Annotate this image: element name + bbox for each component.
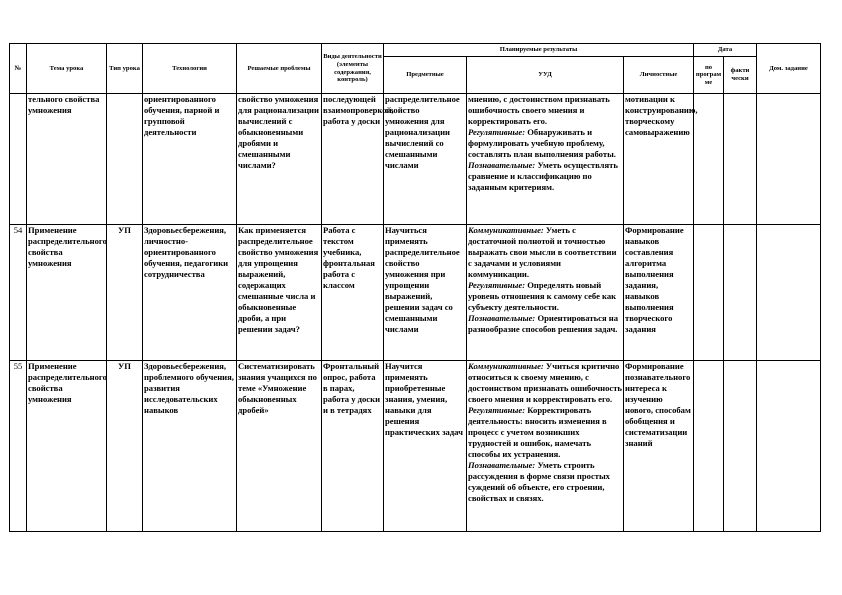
header-num: № [10, 44, 27, 94]
uud-text: Корректировать деятельность: вносить изменения в процесс с учетом возникших трудностей и ошибок, намечать способы их устранения. [468, 405, 607, 459]
cell-problems: Как применяется распределительное свойство умножения для упрощения выражений, содержащих смешанные числа и обыкновенные дроби, а при решении задач? [237, 225, 322, 361]
header-activity: Виды деятельности (элементы содержания, контроль) [322, 44, 384, 94]
uud-paragraph [468, 225, 622, 280]
uud-paragraph [468, 405, 622, 460]
header-date-fact: факти чески [724, 57, 757, 94]
cell-date-plan [694, 94, 724, 225]
uud-text: Ориентироваться на разнообразие способов решения задач. [468, 313, 619, 334]
cell-uud [467, 361, 624, 532]
cell-personal-results: мотивации к конструированию, творческому самовыражению [624, 94, 694, 225]
header-planned-results: Планируемые результаты [384, 44, 694, 57]
uud-label: Коммуникативные: [468, 225, 544, 235]
cell-num: 55 [10, 361, 27, 532]
uud-text: Учиться критично относиться к своему мнению, с достоинством признавать ошибочность своего мнения и корректировать его. [468, 361, 622, 404]
uud-text: Обнаруживать и формулировать учебную проблему, составлять план выполнения работы. [468, 127, 616, 159]
cell-topic: тельного свойства умножения [27, 94, 107, 225]
cell-technologies: ориентированного обучения, парной и групповой деятельности [143, 94, 237, 225]
cell-homework [757, 361, 821, 532]
header-type: Тип урока [107, 44, 143, 94]
uud-label: Познавательные: [468, 160, 536, 170]
cell-date-fact [724, 94, 757, 225]
uud-text: Уметь строить рассуждения в форме связи простых суждений об объекте, его строении, свойствах и связях. [468, 460, 610, 503]
uud-text: Уметь с достаточной полнотой и точностью выражать свои мысли в соответствии с задачами и условиями коммуникации. [468, 225, 617, 279]
header-uud: УУД [467, 57, 624, 94]
uud-paragraph [468, 160, 622, 193]
header-homework: Дом. задание [757, 44, 821, 94]
cell-date-fact [724, 225, 757, 361]
uud-paragraph [468, 361, 622, 405]
cell-problems: Систематизировать знания учащихся по теме «Умножение обыкновенных дробей» [237, 361, 322, 532]
cell-problems: свойство умножения для рационализации вычислений с обыкновенными дробями и смешанными числами? [237, 94, 322, 225]
uud-paragraph [468, 94, 622, 127]
uud-paragraph [468, 280, 622, 313]
cell-subject-results: Научится применять приобретенные знания, умения, навыки для решения практических задач [384, 361, 467, 532]
uud-label: Регулятивные: [468, 405, 526, 415]
cell-type: УП [107, 361, 143, 532]
cell-homework [757, 94, 821, 225]
cell-subject-results: распределительное свойство умножения для рационализации вычислений со смешанными числами [384, 94, 467, 225]
uud-text: мнению, с достоинством признавать ошибочность своего мнения и корректировать его. [468, 94, 610, 126]
cell-technologies: Здоровьесбережения, проблемного обучения, развития исследовательских навыков [143, 361, 237, 532]
uud-label: Регулятивные: [468, 280, 526, 290]
uud-text: Уметь осуществлять сравнение и классификацию по заданным критериям. [468, 160, 618, 192]
uud-paragraph [468, 460, 622, 504]
header-date: Дата [694, 44, 757, 57]
cell-uud [467, 94, 624, 225]
header-date-plan: по програм ме [694, 57, 724, 94]
header-technologies: Технологии [143, 44, 237, 94]
cell-personal-results: Формирование навыков составления алгоритма выполнения задания, навыков выполнения творческого задания [624, 225, 694, 361]
cell-type [107, 94, 143, 225]
lesson-plan-table [9, 43, 821, 532]
cell-type: УП [107, 225, 143, 361]
cell-date-fact [724, 361, 757, 532]
cell-homework [757, 225, 821, 361]
cell-activity: Работа с текстом учебника, фронтальная работа с классом [322, 225, 384, 361]
cell-num: 54 [10, 225, 27, 361]
table-row [10, 361, 821, 532]
cell-activity: Фронтальный опрос, работа в парах, работа у доски и в тетрадях [322, 361, 384, 532]
uud-label: Познавательные: [468, 460, 536, 470]
table-row [10, 225, 821, 361]
uud-paragraph [468, 313, 622, 335]
uud-label: Регулятивные: [468, 127, 526, 137]
uud-label: Коммуникативные: [468, 361, 544, 371]
cell-num [10, 94, 27, 225]
uud-paragraph [468, 127, 622, 160]
header-personal-results: Личностные [624, 57, 694, 94]
header-topic: Тема урока [27, 44, 107, 94]
cell-uud [467, 225, 624, 361]
uud-text: Определять новый уровень отношения к самому себе как субъекту деятельности. [468, 280, 617, 312]
cell-personal-results: Формирование познавательного интереса к изучению нового, способам обобщения и систематизации знаний [624, 361, 694, 532]
cell-activity: последующей взаимопроверкой, работа у доски [322, 94, 384, 225]
cell-topic: Применение распределительного свойства умножения [27, 361, 107, 532]
table-row [10, 94, 821, 225]
cell-topic: Применение распределительного свойства умножения [27, 225, 107, 361]
header-problems: Решаемые проблемы [237, 44, 322, 94]
uud-label: Познавательные: [468, 313, 536, 323]
cell-date-plan [694, 361, 724, 532]
cell-date-plan [694, 225, 724, 361]
cell-technologies: Здоровьесбережения, личностно-ориентированного обучения, педагогики сотрудничества [143, 225, 237, 361]
cell-subject-results: Научиться применять распределительное свойство умножения при упрощении выражений, решении задач со смешанными числами [384, 225, 467, 361]
header-subject-results: Предметные [384, 57, 467, 94]
